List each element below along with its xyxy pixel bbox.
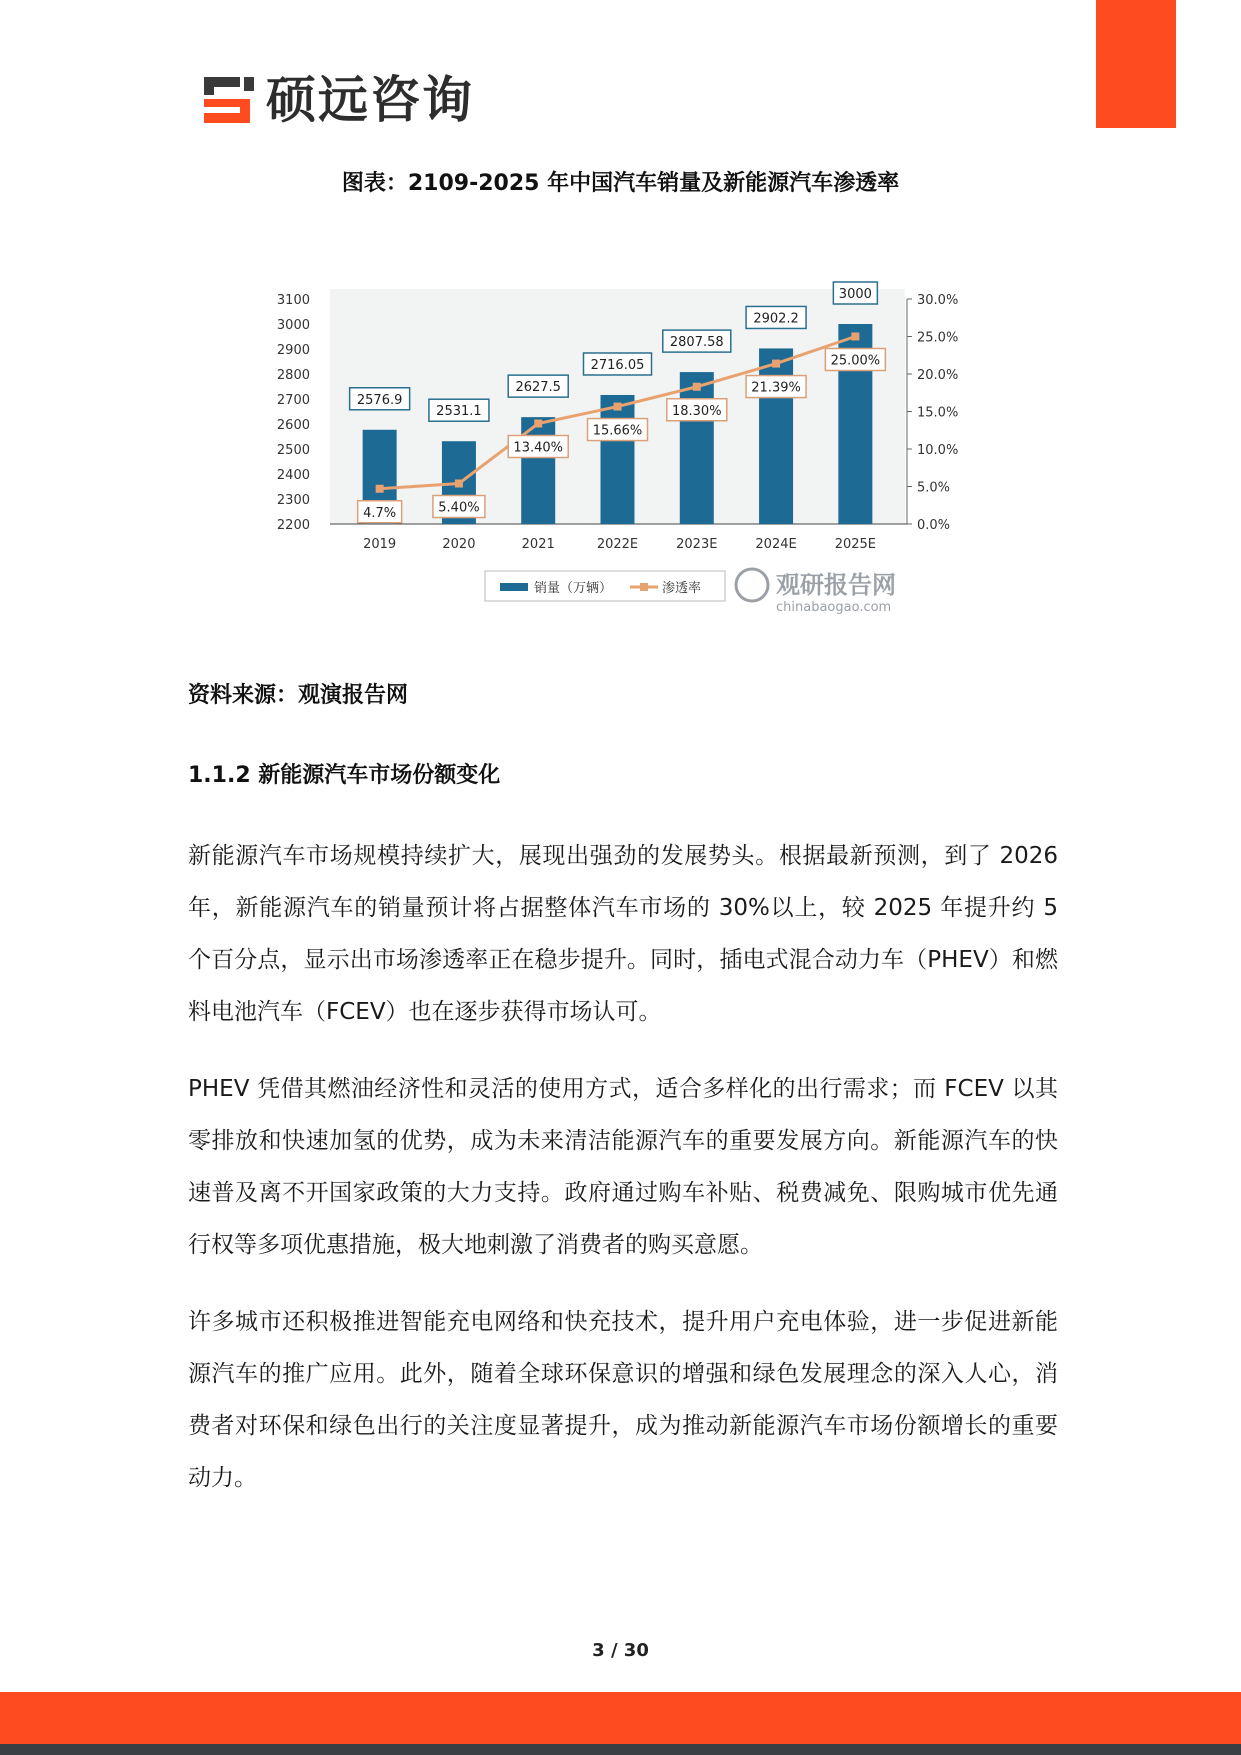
- company-logo: [200, 72, 474, 128]
- watermark-name: 观研报告网: [776, 571, 896, 599]
- page-number: 3 / 30: [592, 1640, 649, 1661]
- y-left-tick-label: 2800: [276, 368, 310, 383]
- paragraph-1: 新能源汽车市场规模持续扩大，展现出强劲的发展势头。根据最新预测，到了 2026 年，新能源汽车的销量预计将占据整体汽车市场的 30%以上，较 2025 年提升约 5 个百分点，显示出市场渗透率正在稳步提升。同时，插电式混合动力车（PHEV）和燃料电池汽车（FCEV）也在逐步获得市场认可。: [188, 843, 1058, 1025]
- y-left-tick-label: 2500: [276, 443, 310, 458]
- y-right-tick-label: 5.0%: [917, 480, 951, 496]
- legend-bar-swatch: [500, 583, 528, 591]
- line-data-label: 18.30%: [671, 403, 722, 419]
- line-data-label: 4.7%: [363, 505, 397, 521]
- x-tick-label: 2023E: [676, 537, 718, 552]
- x-tick-label: 2020: [442, 537, 476, 552]
- paragraph-2: PHEV 凭借其燃油经济性和灵活的使用方式，适合多样化的出行需求；而 FCEV 以其零排放和快速加氢的优势，成为未来清洁能源汽车的重要发展方向。新能源汽车的快速普及离不开国家政策的大力支持。政府通过购车补贴、税费减免、限购城市优先通行权等多项优惠措施，极大地刺激了消费者的购买意愿。: [188, 1076, 1058, 1258]
- y-right-tick-label: 0.0%: [917, 518, 951, 533]
- line-point: [455, 480, 463, 488]
- watermark-url: chinabaogao.com: [776, 600, 892, 615]
- line-data-label: 5.40%: [438, 500, 480, 516]
- y-left-tick-label: 3000: [276, 318, 310, 333]
- figure-title: 图表：2109-2025 年中国汽车销量及新能源汽车渗透率: [341, 171, 900, 196]
- bar-data-label: 2716.05: [590, 357, 645, 373]
- bar-data-label: 2576.9: [356, 392, 403, 408]
- x-tick-label: 2022E: [596, 537, 639, 552]
- y-left-tick-label: 2900: [276, 343, 310, 358]
- x-tick-label: 2025E: [834, 537, 877, 552]
- y-right-tick-label: 10.0%: [917, 443, 959, 458]
- line-data-label: 25.00%: [830, 353, 881, 369]
- logo-mark-icon: [200, 73, 258, 127]
- body-text: [188, 830, 1058, 1529]
- y-left-tick-label: 2400: [276, 468, 310, 483]
- footer-dark-strip: [0, 1744, 1241, 1755]
- bar-data-label: 2627.5: [515, 380, 561, 396]
- y-right-tick-label: 25.0%: [917, 330, 959, 346]
- y-left-tick-label: 2200: [276, 518, 310, 533]
- line-point: [772, 360, 780, 368]
- paragraph-3: 许多城市还积极推进智能充电网络和快充技术，提升用户充电体验，进一步促进新能源汽车的推广应用。此外，随着全球环保意识的增强和绿色发展理念的深入人心，消费者对环保和绿色出行的关注度显著提升，成为推动新能源汽车市场份额增长的重要动力。: [188, 1309, 1058, 1491]
- legend-line-label: 渗透率: [662, 581, 702, 596]
- bar: [759, 348, 793, 524]
- bar: [680, 372, 714, 524]
- line-point: [376, 485, 384, 493]
- bar-data-label: 3000: [838, 287, 872, 302]
- y-left-tick-label: 3100: [276, 293, 310, 308]
- watermark-logo-icon: [736, 569, 768, 601]
- line-data-label: 21.39%: [751, 380, 801, 396]
- line-data-label: 15.66%: [592, 423, 643, 439]
- footer-bar: [0, 1692, 1241, 1744]
- y-left-tick-label: 2700: [276, 393, 310, 408]
- y-left-tick-label: 2300: [276, 493, 310, 508]
- y-right-tick-label: 30.0%: [917, 293, 959, 308]
- legend-line-marker: [640, 583, 648, 591]
- line-point: [534, 420, 542, 428]
- line-data-label: 13.40%: [513, 440, 564, 456]
- y-right-tick-label: 20.0%: [917, 368, 959, 383]
- legend-bar-label: 销量（万辆）: [534, 581, 613, 596]
- bar: [601, 395, 635, 524]
- logo-text: 硕远咨询: [266, 71, 474, 129]
- y-right-tick-label: 15.0%: [917, 405, 959, 421]
- source-line: 资料来源：观演报告网: [188, 683, 409, 708]
- y-left-tick-label: 2600: [276, 418, 310, 433]
- x-tick-label: 2024E: [755, 537, 797, 552]
- line-point: [614, 403, 622, 411]
- bar-data-label: 2902.2: [753, 311, 799, 327]
- section-heading: 1.1.2 新能源汽车市场份额变化: [188, 763, 501, 788]
- bar-data-label: 2531.1: [436, 404, 482, 420]
- corner-accent-tab: [1096, 0, 1176, 128]
- chart-svg: [270, 234, 970, 634]
- x-tick-label: 2021: [521, 537, 555, 552]
- sales-penetration-chart: [270, 234, 970, 634]
- line-point: [851, 333, 859, 341]
- bar-data-label: 2807.58: [669, 335, 724, 351]
- line-point: [693, 383, 701, 391]
- x-tick-label: 2019: [363, 537, 397, 552]
